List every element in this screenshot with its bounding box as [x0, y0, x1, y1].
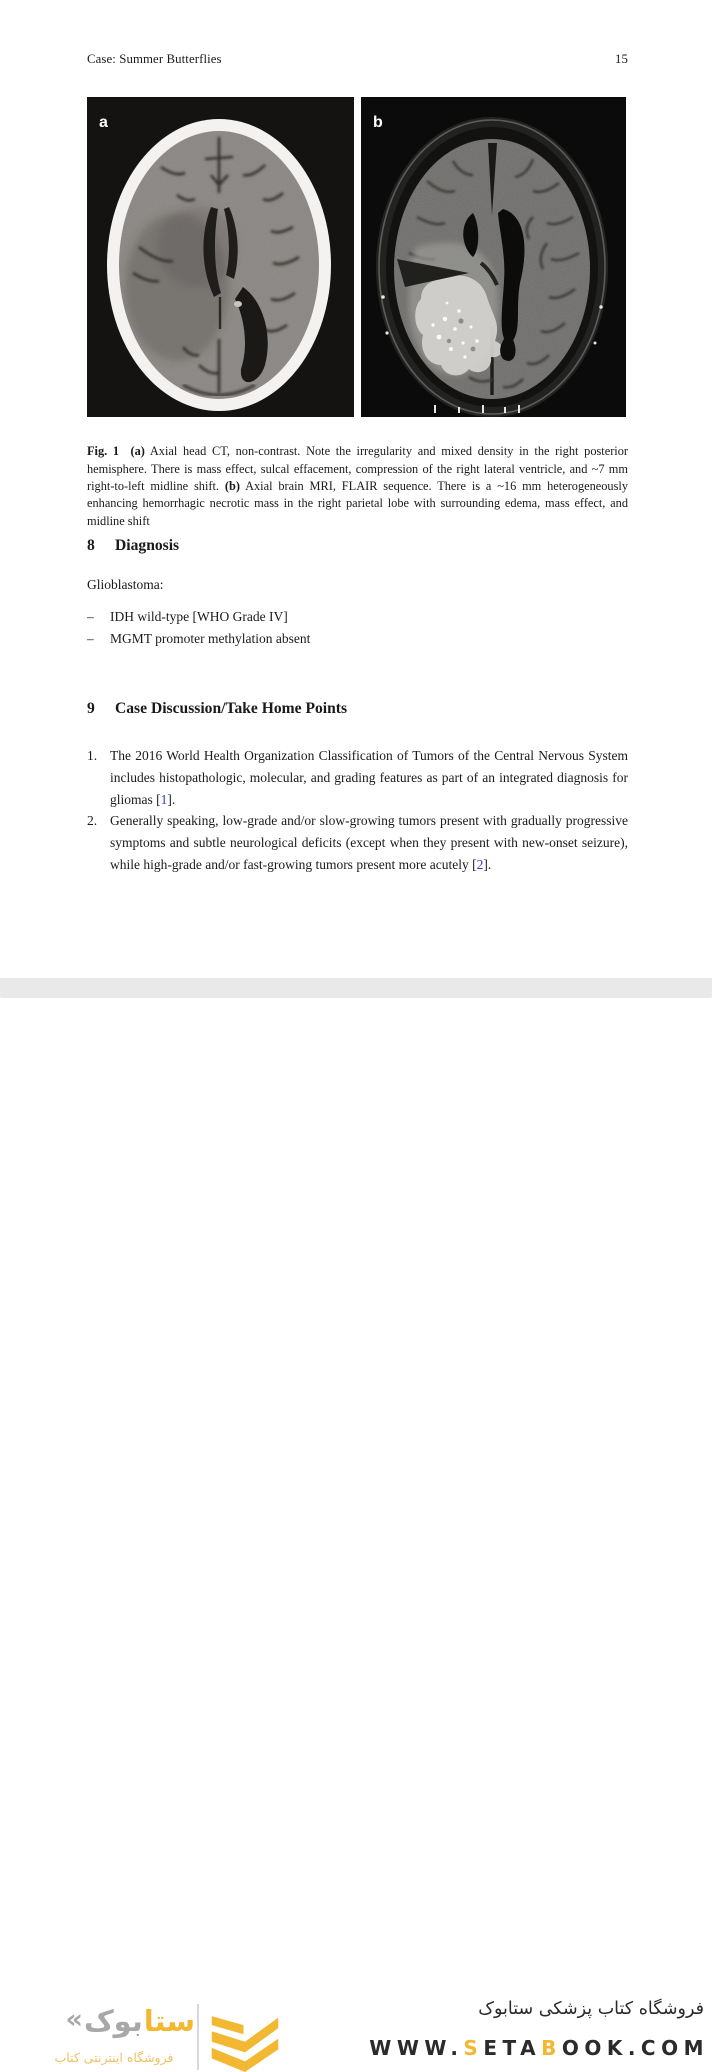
section-heading-diagnosis: [87, 537, 179, 555]
list-item: [87, 606, 628, 628]
section-number: 8: [87, 537, 95, 554]
panel-a-label: a: [99, 114, 108, 131]
item-text: [110, 810, 628, 875]
item-text-body: Generally speaking, low-grade and/or slow-growing tumors present with gradually progressive symptoms and subtle neurological deficits (except when they present with new-onset seizure), while high-grade and/or fast-growing tumors present more acutely [: [110, 813, 628, 872]
bookstore-title-farsi: فروشگاه کتاب پزشکی ستابوک: [478, 1999, 704, 2019]
item-number: 2.: [87, 813, 98, 829]
caption-a-marker: (a): [130, 444, 145, 459]
url-segment: OOK.COM: [561, 2036, 709, 2060]
url-segment-accent: B: [541, 2036, 562, 2060]
setabook-logo-wordmark: [33, 1998, 195, 2044]
section-heading-discussion: [87, 700, 347, 718]
item-text-tail: ].: [167, 791, 176, 807]
mri-scan-panel-b: [361, 97, 626, 417]
section-number: 9: [87, 700, 95, 717]
url-segment-accent: S: [463, 2036, 484, 2060]
discussion-list: [87, 745, 628, 876]
running-title: Case: Summer Butterflies: [87, 52, 222, 66]
logo-divider: [197, 2004, 199, 2070]
watermark-footer: [0, 998, 712, 2065]
dash-bullet: –: [87, 631, 94, 646]
guillemet-icon: «: [65, 2003, 83, 2035]
item-number: 1.: [87, 748, 98, 763]
numbered-item: [87, 745, 628, 810]
caption-b-text: Axial brain MRI, FLAIR sequence. There is a ~16 mm heterogeneously enhancing hemorrhagic necrotic mass in the right parietal lobe with surrounding edema, mass effect, and midline shift: [87, 478, 629, 528]
dash-bullet: –: [87, 609, 94, 624]
logo-tagline: فروشگاه اینترنتی کتاب: [54, 2050, 174, 2065]
logo-word-yellow: ستا: [143, 2003, 195, 2038]
section-title: Diagnosis: [115, 537, 180, 554]
citation-link[interactable]: 1: [160, 791, 168, 807]
numbered-item: [87, 810, 628, 875]
chevron-s-logo-icon: [207, 2004, 283, 2072]
url-segment: WWW.: [369, 2036, 464, 2060]
caption-fig-label: Fig. 1: [87, 444, 120, 459]
page-number: 15: [615, 52, 628, 66]
url-segment: ETA: [483, 2036, 542, 2060]
list-item: [87, 628, 628, 650]
figure-1: [87, 97, 628, 417]
citation-link[interactable]: 2: [476, 856, 484, 872]
item-text-tail: ].: [483, 856, 492, 872]
logo-word-gray: بوک: [83, 2003, 143, 2038]
page-separator: [0, 978, 712, 998]
item-text-body: The 2016 World Health Organization Classification of Tumors of the Central Nervous System includes histopathologic, molecular, and grading features as part of an integrated diagnosis for gliomas [: [110, 748, 628, 807]
item-text: [110, 745, 628, 810]
ct-scan-panel-a: [87, 97, 354, 417]
diagnosis-list: [87, 606, 628, 650]
section-title: Case Discussion/Take Home Points: [115, 700, 348, 717]
panel-b-label: b: [373, 114, 383, 131]
page-header: [87, 52, 628, 67]
list-item-text: IDH wild-type [WHO Grade IV]: [110, 609, 288, 624]
figure-caption: [87, 443, 628, 529]
diagnosis-lead: Glioblastoma:: [87, 577, 164, 592]
caption-a-text: Axial head CT, non-contrast. Note the irregularity and mixed density in the right posterior hemisphere. There is mass effect, sulcal effacement, compression of the right lateral ventricle, and ~7 mm right-to-left midline shift.: [87, 444, 629, 493]
website-url[interactable]: [369, 2036, 709, 2060]
list-item-text: MGMT promoter methylation absent: [110, 631, 311, 646]
caption-b-marker: (b): [224, 478, 240, 493]
